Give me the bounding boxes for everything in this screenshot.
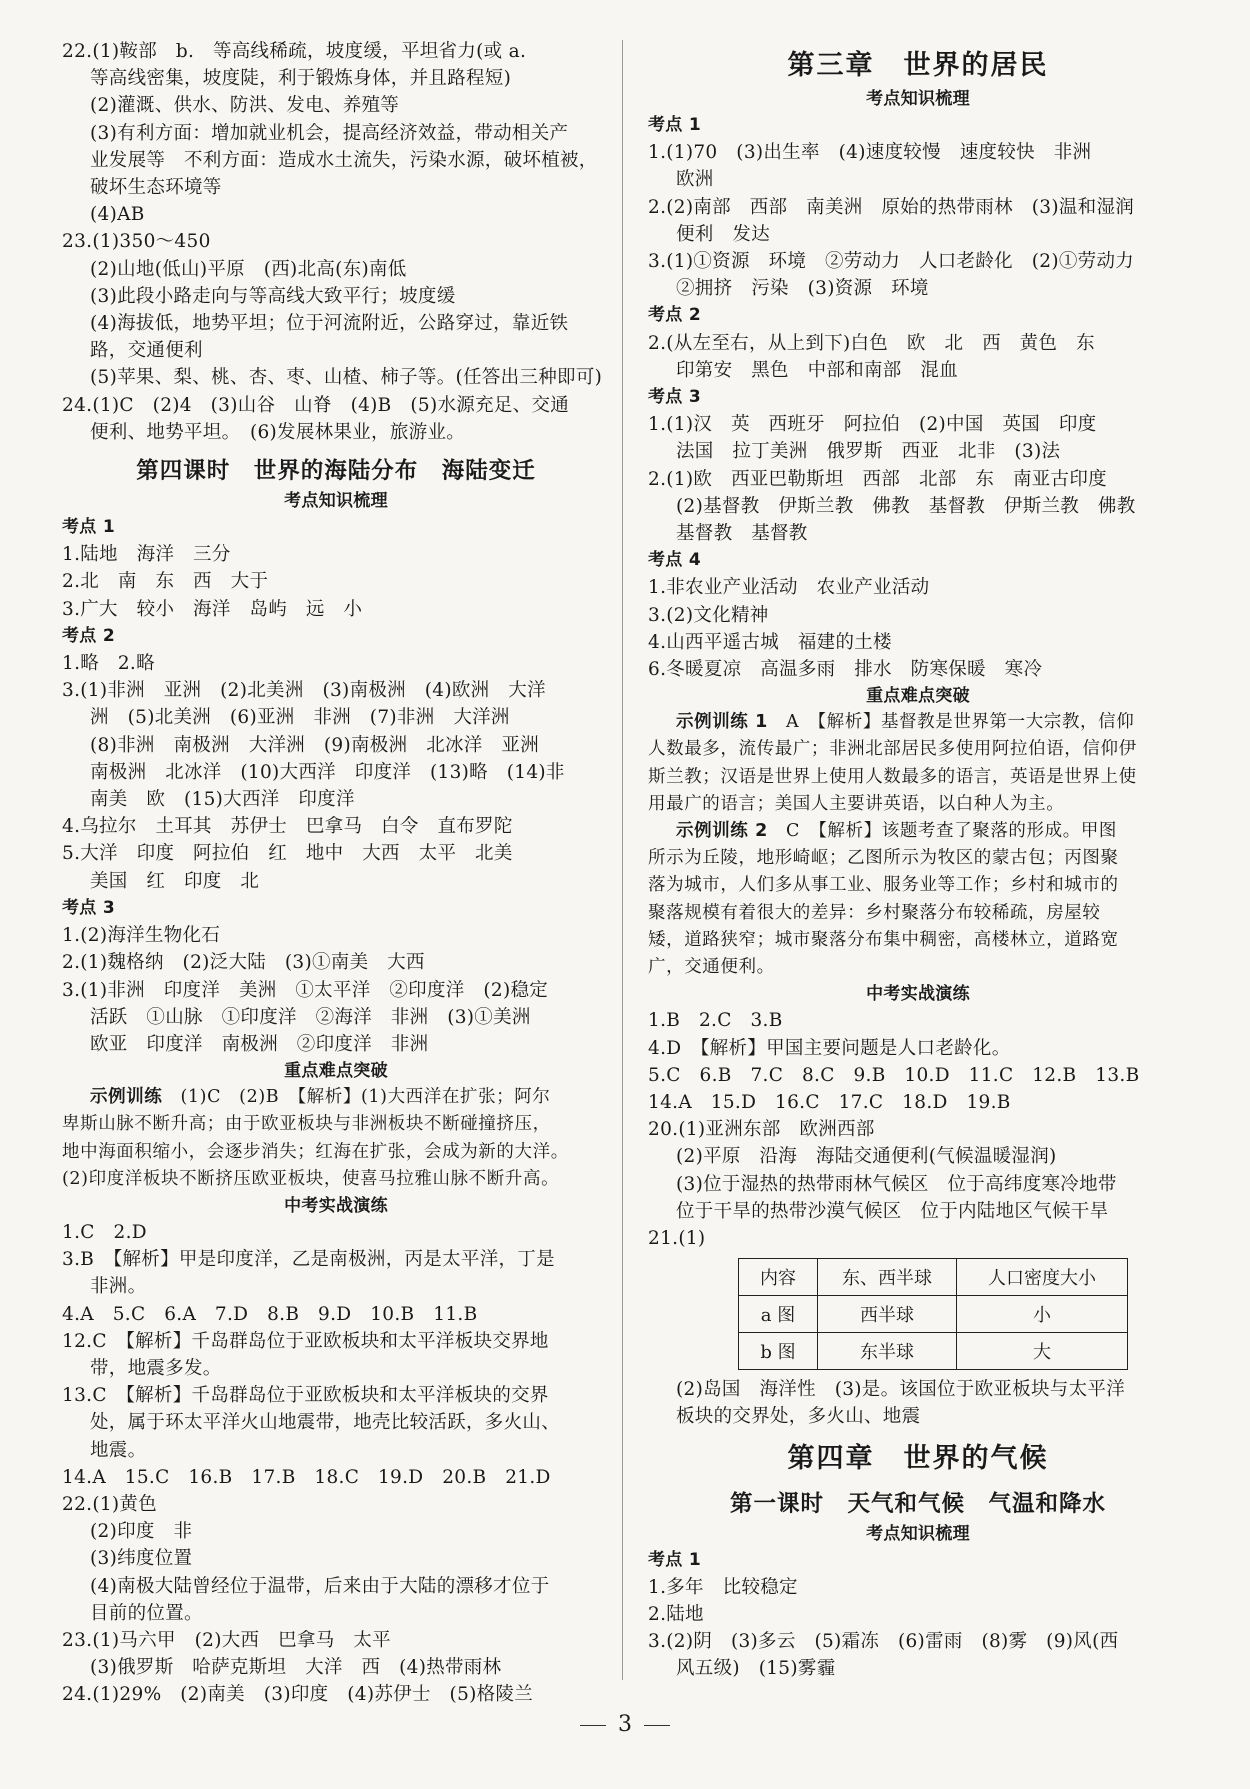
answer-line: (3)纬度位置 [90, 1548, 193, 1570]
explanation-line [648, 709, 1188, 736]
answer-line: 2.(1)魏格纳 (2)泛大陆 (3)①南美 大西 [62, 952, 425, 974]
table-cell: 东、西半球 [818, 1259, 957, 1296]
answer-line: 23.(1)马六甲 (2)大西 巴拿马 太平 [62, 1629, 391, 1651]
section-heading: 重点难点突破 [866, 686, 970, 707]
answer-line: 1.C 2.D [62, 1221, 147, 1243]
answer-line: 22.(1)鞍部 b. 等高线稀疏，坡度缓，平坦省力(或 a. [62, 41, 527, 62]
answer-line: (2)灌溉、供水、防洪、发电、养殖等 [90, 95, 400, 117]
column-divider [622, 40, 623, 1680]
explanation-line: 落为城市，人们多从事工业、服务业等工作；乡村和城市的 [648, 875, 1119, 896]
table-cell: 大 [957, 1333, 1128, 1370]
explanation-line: 人数最多，流传最广；非洲北部居民多使用阿拉伯语，信仰伊 [648, 739, 1137, 760]
answer-line: 3.(2)阴 (3)多云 (5)霜冻 (6)雷雨 (8)雾 (9)风(西 [648, 1631, 1119, 1653]
table-cell: 人口密度大小 [957, 1259, 1128, 1296]
answer-line: 3.(1)①资源 环境 ②劳动力 人口老龄化 (2)①劳动力 [648, 251, 1135, 273]
answer-line: 处，属于环太平洋火山地震带，地壳比较活跃，多火山、 [90, 1412, 561, 1434]
answer-line: 3.B 【解析】甲是印度洋，乙是南极洲，丙是太平洋，丁是 [62, 1249, 555, 1271]
answer-line: 法国 拉丁美洲 俄罗斯 西亚 北非 (3)法 [676, 441, 1061, 463]
answer-line: 4.D 【解析】甲国主要问题是人口老龄化。 [648, 1037, 1011, 1059]
answer-line: 目前的位置。 [90, 1602, 203, 1624]
answer-line: (3)位于湿热的热带雨林气候区 位于高纬度寒冷地带 [676, 1173, 1117, 1195]
point-label: 考点 3 [62, 897, 115, 918]
answer-line: 南极洲 北冰洋 (10)大西洋 印度洋 (13)略 (14)非 [90, 761, 565, 783]
page-number [0, 1712, 1250, 1737]
answer-line: ②拥挤 污染 (3)资源 环境 [676, 278, 929, 300]
answer-line: 1.B 2.C 3.B [648, 1010, 783, 1032]
answer-line: 1.陆地 海洋 三分 [62, 544, 231, 566]
point-label: 考点 1 [648, 115, 701, 135]
answer-line: 1.非农业产业活动 农业产业活动 [648, 577, 930, 599]
answer-line: (2)岛国 海洋性 (3)是。该国位于欧亚板块与太平洋 [676, 1379, 1126, 1401]
answer-line: (2)平原 沿海 海陆交通便利(气候温暖湿润) [676, 1146, 1057, 1168]
table-cell: a 图 [739, 1296, 818, 1333]
example-tag: 示例训练 1 [676, 712, 768, 733]
answer-line: 地震。 [90, 1439, 147, 1461]
right-column [648, 38, 1188, 1683]
lesson-heading: 第四课时 世界的海陆分布 海陆变迁 [136, 458, 536, 485]
left-column [62, 38, 610, 1709]
answer-line: 带，地震多发。 [90, 1357, 222, 1379]
explanation-text: C 【解析】该题考查了聚落的形成。甲图 [767, 821, 1118, 842]
answer-line: 23.(1)350～450 [62, 231, 211, 253]
example-tag: 示例训练 [90, 1087, 163, 1108]
answer-line: 3.(2)文化精神 [648, 604, 769, 626]
table-cell: 内容 [739, 1259, 818, 1296]
section-heading: 重点难点突破 [284, 1061, 388, 1082]
answer-line: 2.(1)欧 西亚巴勒斯坦 西部 北部 东 南亚古印度 [648, 468, 1107, 490]
explanation-line: 所示为丘陵，地形崎岖；乙图所示为牧区的蒙古包；丙图聚 [648, 848, 1119, 869]
answer-line: (3)此段小路走向与等高线大致平行；坡度缓 [90, 285, 456, 307]
answer-line: 印第安 黑色 中部和南部 混血 [676, 359, 959, 381]
answer-line: 破坏生态环境等 [90, 177, 222, 199]
answer-line: (2)印度 非 [90, 1521, 193, 1543]
answer-line: 等高线密集，坡度陡，利于锻炼身体，并且路程短) [90, 68, 512, 90]
point-label: 考点 1 [648, 1549, 701, 1570]
explanation-line: 广，交通便利。 [648, 957, 775, 978]
answer-line: 4.山西平遥古城 福建的土楼 [648, 631, 892, 653]
answer-line: 12.C 【解析】千岛群岛位于亚欧板块和太平洋板块交界地 [62, 1330, 549, 1352]
explanation-line: 矮，道路狭窄；城市聚落分布集中稠密，高楼林立，道路宽 [648, 929, 1119, 950]
table-row [739, 1333, 1128, 1370]
answer-line: 便利 发达 [676, 223, 771, 245]
answer-line: (4)AB [90, 204, 145, 226]
answer-line: (8)非洲 南极洲 大洋洲 (9)南极洲 北冰洋 亚洲 [90, 734, 540, 756]
explanation-line: 斯兰教；汉语是世界上使用人数最多的语言，英语是世界上使 [648, 766, 1137, 787]
answer-line: 4.A 5.C 6.A 7.D 8.B 9.D 10.B 11.B [62, 1303, 478, 1325]
section-heading: 考点知识梳理 [284, 491, 388, 512]
answer-line: 21.(1) [648, 1227, 706, 1249]
point-label: 考点 2 [62, 625, 115, 646]
answer-line: 洲 (5)北美洲 (6)亚洲 非洲 (7)非洲 大洋洲 [90, 707, 510, 729]
answer-line: (3)有利方面：增加就业机会，提高经济效益，带动相关产 [90, 122, 569, 144]
answer-line: 6.冬暖夏凉 高温多雨 排水 防寒保暖 寒冷 [648, 659, 1043, 681]
answer-line: 14.A 15.D 16.C 17.C 18.D 19.B [648, 1091, 1011, 1113]
answer-line: (2)基督教 伊斯兰教 佛教 基督教 伊斯兰教 佛教 [676, 495, 1136, 517]
answer-line: 5.大洋 印度 阿拉伯 红 地中 大西 太平 北美 [62, 843, 513, 865]
right-column-bottom [648, 1376, 1188, 1682]
right-column-top [648, 46, 1188, 1252]
answer-line: 3.(1)非洲 印度洋 美洲 ①太平洋 ②印度洋 (2)稳定 [62, 979, 549, 1001]
point-label: 考点 2 [648, 305, 701, 326]
explanation-line: 卑斯山脉不断升高；由于欧亚板块与非洲板块不断碰撞挤压， [62, 1114, 551, 1135]
answer-line: 1.(1)汉 英 西班牙 阿拉伯 (2)中国 英国 印度 [648, 414, 1097, 436]
table-cell: b 图 [739, 1333, 818, 1370]
example-tag: 示例训练 2 [676, 821, 768, 842]
section-heading: 考点知识梳理 [866, 89, 970, 109]
answer-line: 欧洲 [676, 169, 714, 191]
table-row [739, 1296, 1128, 1333]
section-heading: 中考实战演练 [866, 984, 970, 1005]
answer-line: 风五级) (15)雾霾 [676, 1658, 836, 1680]
chapter-heading: 第三章 世界的居民 [787, 50, 1049, 81]
answer-line: 2.北 南 东 西 大于 [62, 571, 269, 593]
page-number-text: 3 [618, 1712, 632, 1737]
answer-line: 1.多年 比较稳定 [648, 1576, 798, 1598]
answer-line: (5)苹果、梨、桃、杏、枣、山楂、柿子等。(任答出三种即可) [90, 367, 603, 389]
answer-line: 13.C 【解析】千岛群岛位于亚欧板块和太平洋板块的交界 [62, 1385, 549, 1407]
explanation-line [648, 818, 1188, 845]
answer-line: 3.广大 较小 海洋 岛屿 远 小 [62, 598, 363, 620]
answer-line: 24.(1)29% (2)南美 (3)印度 (4)苏伊士 (5)格陵兰 [62, 1684, 534, 1706]
point-label: 考点 1 [62, 517, 115, 538]
answer-line: 1.(2)海洋生物化石 [62, 925, 221, 947]
answer-line: (2)山地(低山)平原 (西)北高(东)南低 [90, 258, 407, 280]
table-cell: 东半球 [818, 1333, 957, 1370]
answer-line: 板块的交界处，多火山、地震 [676, 1406, 921, 1428]
answer-line: (4)南极大陆曾经位于温带，后来由于大陆的漂移才位于 [90, 1575, 550, 1597]
table-cell: 小 [957, 1296, 1128, 1333]
explanation-line: (2)印度洋板块不断挤压欧亚板块，使喜马拉雅山脉不断升高。 [62, 1168, 560, 1189]
answer-line: 3.(1)非洲 亚洲 (2)北美洲 (3)南极洲 (4)欧洲 大洋 [62, 680, 546, 702]
answer-table [738, 1258, 1128, 1370]
chapter-heading: 第四章 世界的气候 [787, 1442, 1049, 1474]
point-label: 考点 3 [648, 387, 701, 408]
explanation-text: A 【解析】基督教是世界第一大宗教，信仰 [767, 712, 1135, 733]
answer-line: 4.乌拉尔 土耳其 苏伊士 巴拿马 白令 直布罗陀 [62, 816, 513, 838]
answer-line: 5.C 6.B 7.C 8.C 9.B 10.D 11.C 12.B 13.B [648, 1064, 1140, 1086]
answer-line: 路，交通便利 [90, 340, 203, 362]
answer-line: 20.(1)亚洲东部 欧洲西部 [648, 1119, 875, 1141]
answer-line: 非洲。 [90, 1276, 147, 1298]
page-number-dash-left [580, 1725, 606, 1726]
answer-line: 2.陆地 [648, 1603, 704, 1625]
explanation-line: 地中海面积缩小，会逐步消失；红海在扩张，会成为新的大洋。 [62, 1141, 569, 1162]
section-heading: 中考实战演练 [284, 1195, 388, 1216]
answer-line: (3)俄罗斯 哈萨克斯坦 大洋 西 (4)热带雨林 [90, 1657, 502, 1679]
answer-line: 业发展等 不利方面：造成水土流失，污染水源，破坏植被， [90, 149, 598, 171]
answer-line: 14.A 15.C 16.B 17.B 18.C 19.D 20.B 21.D [62, 1466, 551, 1488]
table-header-row [739, 1259, 1128, 1296]
explanation-line [62, 1084, 610, 1111]
explanation-line: 用最广的语言；美国人主要讲英语，以白种人为主。 [648, 793, 1065, 814]
answer-line: 22.(1)黄色 [62, 1493, 158, 1515]
answer-line: 2.(从左至右，从上到下)白色 欧 北 西 黄色 东 [648, 332, 1095, 354]
answer-line: 欧亚 印度洋 南极洲 ②印度洋 非洲 [90, 1033, 429, 1055]
point-label: 考点 4 [648, 550, 701, 571]
answer-line: 1.略 2.略 [62, 653, 155, 675]
answer-line: 位于干旱的热带沙漠气候区 位于内陆地区气候干旱 [676, 1200, 1109, 1222]
lesson-heading: 第一课时 天气和气候 气温和降水 [729, 1490, 1106, 1517]
answer-line: (4)海拔低，地势平坦；位于河流附近，公路穿过，靠近铁 [90, 313, 569, 335]
answer-line: 活跃 ①山脉 ①印度洋 ②海洋 非洲 (3)①美洲 [90, 1006, 531, 1028]
answer-line: 2.(2)南部 西部 南美洲 原始的热带雨林 (3)温和湿润 [648, 196, 1135, 218]
section-heading: 考点知识梳理 [866, 1523, 970, 1544]
answer-line: 美国 红 印度 北 [90, 870, 260, 892]
explanation-text: (1)C (2)B 【解析】(1)大西洋在扩张；阿尔 [162, 1087, 551, 1108]
table-cell: 西半球 [818, 1296, 957, 1333]
answer-line: 南美 欧 (15)大西洋 印度洋 [90, 789, 355, 811]
answer-line: 基督教 基督教 [676, 523, 808, 545]
answer-line: 1.(1)70 (3)出生率 (4)速度较慢 速度较快 非洲 [648, 142, 1092, 164]
explanation-line: 聚落规模有着很大的差异：乡村聚落分布较稀疏，房屋较 [648, 902, 1101, 923]
page-number-dash-right [644, 1725, 670, 1726]
answer-line: 24.(1)C (2)4 (3)山谷 山脊 (4)B (5)水源充足、交通 [62, 394, 570, 416]
answer-line: 便利、地势平坦。 (6)发展林果业，旅游业。 [90, 421, 466, 443]
